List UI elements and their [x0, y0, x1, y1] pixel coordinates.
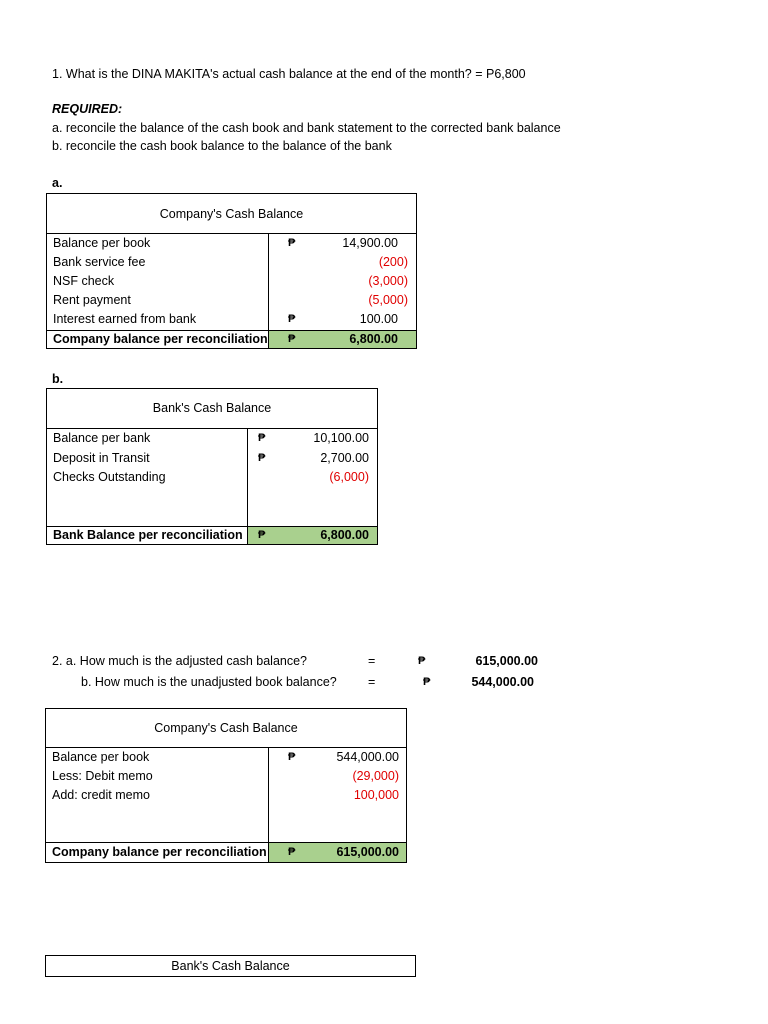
total-label: Company balance per reconciliation	[52, 845, 267, 859]
part-a-label: a.	[52, 176, 63, 190]
row-amount: (200)	[378, 255, 408, 269]
question-2b: b. How much is the unadjusted book balance?	[81, 675, 337, 689]
row-label: Balance per book	[53, 236, 151, 250]
equals-sign: =	[368, 675, 376, 689]
peso-sign: ₱	[258, 529, 266, 541]
table-title: Bank's Cash Balance	[152, 401, 272, 415]
row-label: Balance per bank	[53, 431, 151, 445]
required-label: REQUIRED:	[52, 102, 123, 116]
row-label: Interest earned from bank	[53, 312, 197, 326]
total-label: Company balance per reconciliation	[53, 332, 268, 346]
total-label: Bank Balance per reconciliation	[53, 528, 243, 542]
part-b-label: b.	[52, 372, 64, 386]
row-amount: (6,000)	[329, 470, 369, 484]
question-2a: 2. a. How much is the adjusted cash balance?	[52, 654, 308, 668]
question-1: 1. What is the DINA MAKITA's actual cash balance at the end of the month? = P6,800	[52, 67, 526, 81]
requirement-b: b. reconcile the cash book balance to the balance of the bank	[52, 139, 392, 153]
equals-sign: =	[368, 654, 376, 668]
row-label: Add: credit memo	[52, 788, 150, 802]
row-amount: 100,000	[353, 788, 399, 802]
peso-sign: ₱	[288, 237, 296, 249]
row-label: Less: Debit memo	[52, 769, 153, 783]
peso-sign: ₱	[258, 452, 266, 464]
row-label: NSF check	[53, 274, 115, 288]
row-label: Rent payment	[53, 293, 131, 307]
answer-2a: 615,000.00	[475, 654, 538, 668]
peso-sign: ₱	[423, 676, 431, 688]
row-label: Balance per book	[52, 750, 150, 764]
table-title: Company's Cash Balance	[154, 721, 298, 735]
row-amount: 10,100.00	[313, 431, 369, 445]
row-amount: 100.00	[359, 312, 398, 326]
row-amount: (5,000)	[368, 293, 408, 307]
requirement-a: a. reconcile the balance of the cash book and bank statement to the corrected bank balance	[52, 121, 561, 135]
row-label: Bank service fee	[53, 255, 146, 269]
total-amount: 615,000.00	[336, 845, 399, 859]
table-title: Company's Cash Balance	[159, 207, 304, 221]
row-amount: (29,000)	[352, 769, 399, 783]
peso-sign: ₱	[418, 655, 426, 667]
peso-sign: ₱	[288, 313, 296, 325]
peso-sign: ₱	[258, 432, 266, 444]
total-amount: 6,800.00	[349, 332, 398, 346]
answer-2b: 544,000.00	[471, 675, 534, 689]
row-amount: (3,000)	[368, 274, 408, 288]
row-amount: 544,000.00	[336, 750, 399, 764]
row-label: Checks Outstanding	[53, 470, 166, 484]
peso-sign: ₱	[288, 751, 296, 763]
row-label: Deposit in Transit	[53, 451, 150, 465]
total-amount: 6,800.00	[320, 528, 369, 542]
table-title: Bank's Cash Balance	[171, 959, 290, 973]
peso-sign: ₱	[288, 333, 296, 345]
peso-sign: ₱	[288, 846, 296, 858]
row-amount: 2,700.00	[320, 451, 369, 465]
row-amount: 14,900.00	[342, 236, 398, 250]
